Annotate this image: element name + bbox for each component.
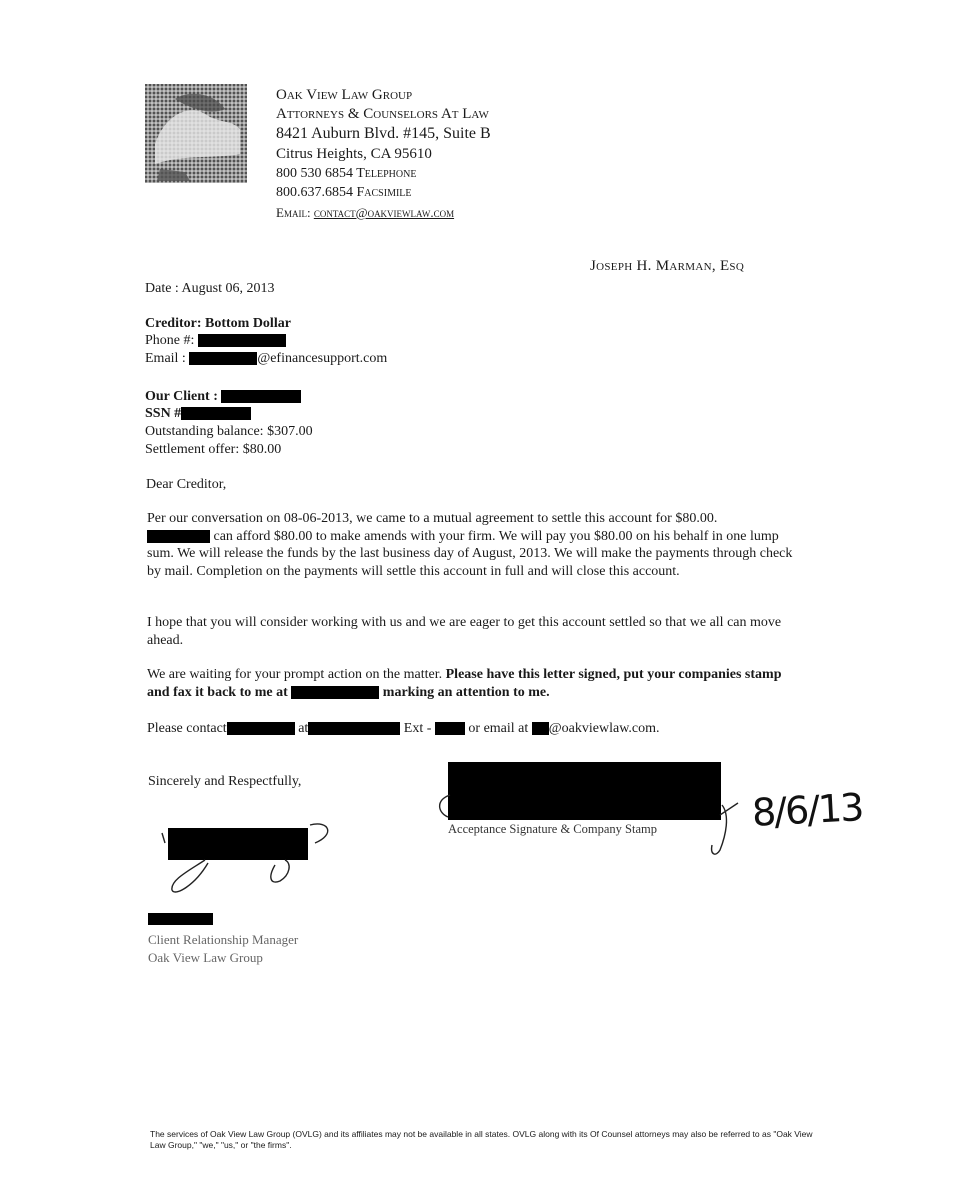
contact-ext: Ext -	[403, 721, 432, 736]
salutation: Dear Creditor,	[146, 477, 227, 492]
redaction	[227, 722, 295, 735]
contact-or-email: or email at	[468, 721, 529, 736]
signer-title: Client Relationship Manager	[148, 932, 299, 947]
contact-prefix: Please contact	[147, 721, 227, 736]
redaction	[532, 722, 549, 735]
contact-domain: @oakviewlaw.com.	[548, 721, 660, 736]
redaction	[147, 530, 210, 543]
footer-disclaimer: The services of Oak View Law Group (OVLG) and its affiliates may not be available in all states. OVLG along with its Of Counsel attorneys may also be referred to as "Oak View Law Group," "we," "us," or "the firms".	[150, 1129, 813, 1150]
attorney-name: Joseph H. Marman, Esq	[590, 258, 745, 274]
contact-line	[147, 720, 660, 738]
email-link[interactable]: contact@oakviewlaw.com	[313, 205, 455, 220]
redaction	[435, 722, 465, 735]
creditor-email	[145, 350, 387, 368]
redaction	[221, 390, 301, 403]
paragraph-2: I hope that you will consider working with us and we are eager to get this account settled so that we all can move ahead.	[147, 615, 782, 648]
client-line	[145, 388, 301, 406]
acceptance-label: Acceptance Signature & Company Stamp	[448, 822, 657, 836]
ssn-label: SSN #	[145, 406, 182, 421]
email-label: Email:	[276, 205, 311, 220]
paragraph-1	[147, 510, 807, 580]
firm-logo	[145, 84, 247, 183]
contact-at: at	[298, 721, 309, 736]
creditor-name: Creditor: Bottom Dollar	[145, 316, 291, 331]
signer-name-redaction	[148, 913, 213, 925]
settlement-offer: Settlement offer: $80.00	[145, 442, 282, 457]
address-line-1: 8421 Auburn Blvd. #145, Suite B	[276, 125, 491, 142]
email-line	[276, 203, 454, 222]
creditor-phone	[145, 332, 286, 350]
redaction	[198, 334, 286, 347]
client-label: Our Client :	[145, 389, 218, 404]
address-line-2: Citrus Heights, CA 95610	[276, 146, 432, 162]
paragraph-3-bold-b: marking an attention to me.	[382, 684, 550, 700]
ssn-line	[145, 405, 251, 423]
paragraph-3-bold-a: Please have this letter signed, put your companies stamp and fax it back to me at	[147, 667, 782, 700]
paragraph-3-intro: We are waiting for your prompt action on the matter.	[147, 667, 443, 682]
paragraph-1-line-1: Per our conversation on 08-06-2013, we came to a mutual agreement to settle this account for $80.00.	[147, 511, 718, 526]
redaction	[181, 407, 251, 420]
paragraph-3	[147, 666, 807, 701]
creditor-phone-label: Phone #:	[145, 333, 195, 348]
letter-date: Date : August 06, 2013	[145, 281, 275, 296]
creditor-email-label: Email :	[145, 351, 186, 366]
redaction	[189, 352, 257, 365]
closing: Sincerely and Respectfully,	[148, 774, 302, 789]
firm-name: Oak View Law Group	[276, 87, 413, 103]
redaction	[308, 722, 400, 735]
creditor-email-domain: @efinancesupport.com	[257, 351, 388, 366]
acceptance-scribble	[430, 755, 750, 865]
facsimile: 800.637.6854 Facsimile	[276, 185, 412, 200]
signer-firm: Oak View Law Group	[148, 950, 263, 965]
paragraph-1-rest: can afford $80.00 to make amends with your firm. We will pay you $80.00 on his behalf in one lump sum. We will release the funds by the last business day of August, 2013. We will make the payments through check by mail. Completion on the payments will settle this account in full and will close this account.	[147, 528, 793, 579]
telephone: 800 530 6854 Telephone	[276, 166, 417, 181]
redaction	[291, 686, 379, 699]
firm-tagline: Attorneys & Counselors At Law	[276, 106, 489, 122]
signature-scribble	[150, 815, 340, 900]
handwritten-date: 8/6/13	[750, 785, 864, 835]
outstanding-balance: Outstanding balance: $307.00	[145, 424, 313, 439]
